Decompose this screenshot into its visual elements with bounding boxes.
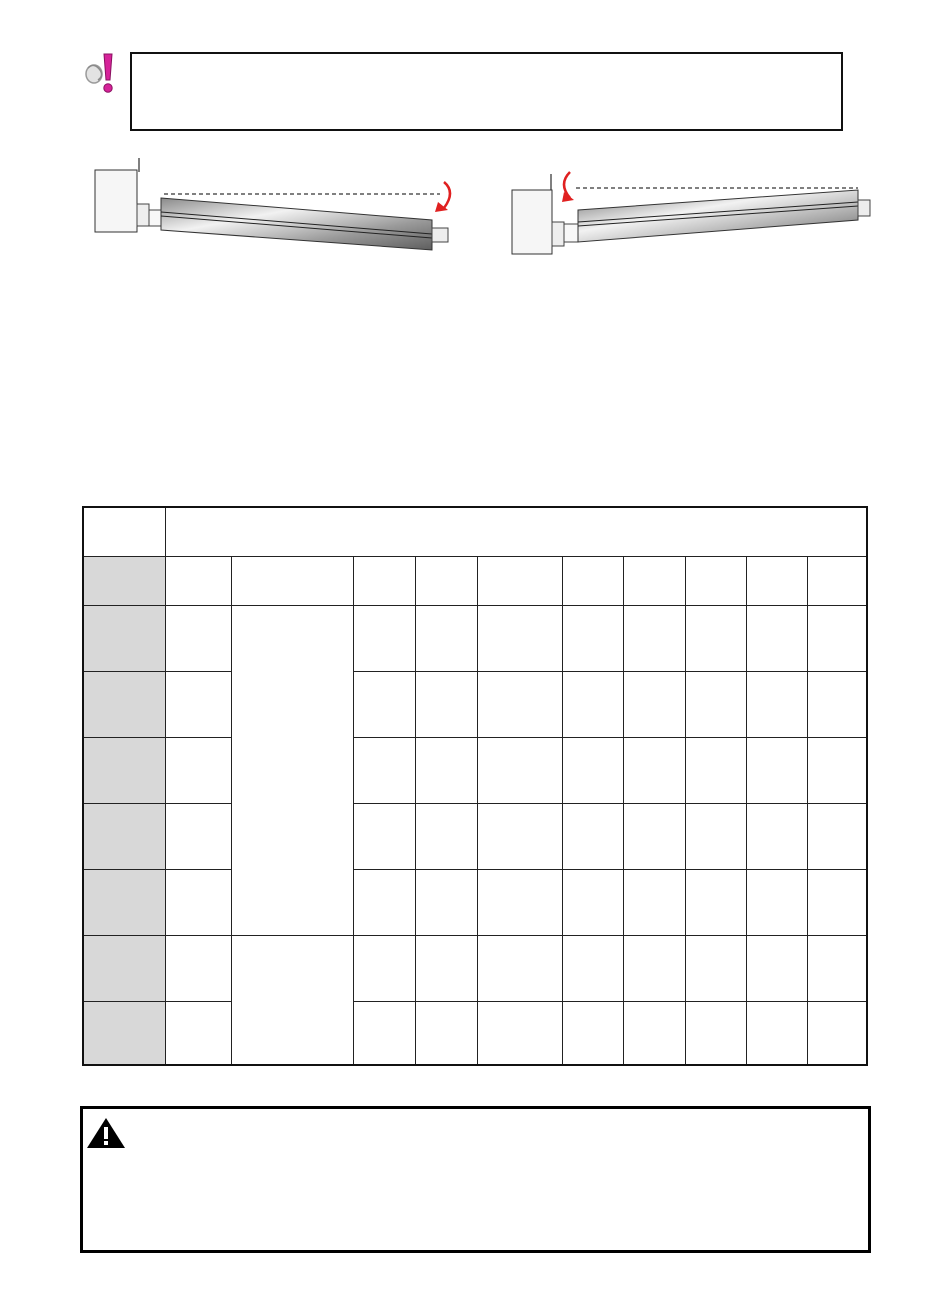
row-label-cell	[83, 869, 165, 935]
table-cell	[685, 803, 746, 869]
table-cell	[807, 556, 867, 605]
table-cell	[477, 671, 562, 737]
table-cell	[477, 1001, 562, 1065]
table-cell	[415, 869, 477, 935]
table-cell	[477, 935, 562, 1001]
table-row	[83, 935, 867, 1001]
table-cell	[477, 556, 562, 605]
table-cell	[623, 605, 685, 671]
row-label-cell	[83, 671, 165, 737]
table-cell	[746, 556, 807, 605]
table-header-row	[83, 507, 867, 556]
table-row	[83, 1001, 867, 1065]
table-cell	[562, 869, 623, 935]
table-cell	[746, 803, 807, 869]
table-cell	[562, 935, 623, 1001]
table-cell	[165, 869, 231, 935]
table-row	[83, 671, 867, 737]
table-cell	[231, 556, 353, 605]
table-cell	[353, 605, 415, 671]
table-cell	[807, 869, 867, 935]
table-cell	[746, 737, 807, 803]
table-cell	[562, 1001, 623, 1065]
table-cell	[685, 737, 746, 803]
table-cell	[477, 869, 562, 935]
row-label-cell	[83, 803, 165, 869]
row-label-cell	[83, 935, 165, 1001]
table-cell	[415, 1001, 477, 1065]
table-cell	[562, 737, 623, 803]
note-box	[130, 52, 843, 131]
table-cell	[165, 556, 231, 605]
table-cell	[685, 935, 746, 1001]
table-cell	[353, 737, 415, 803]
table-title-cell	[165, 507, 867, 556]
table-cell	[746, 935, 807, 1001]
table-row	[83, 803, 867, 869]
table-cell	[807, 935, 867, 1001]
table-cell	[415, 671, 477, 737]
warning-box	[80, 1106, 871, 1253]
table-cell	[746, 1001, 807, 1065]
table-cell	[415, 737, 477, 803]
table-cell	[746, 671, 807, 737]
table-row	[83, 605, 867, 671]
table-cell	[562, 671, 623, 737]
tilt-down-illustration	[92, 154, 462, 254]
table-cell	[353, 1001, 415, 1065]
table-cell	[685, 556, 746, 605]
table-cell	[562, 803, 623, 869]
merged-cell	[231, 935, 353, 1065]
table-cell	[623, 1001, 685, 1065]
row-label-cell	[83, 556, 165, 605]
table-cell	[353, 556, 415, 605]
table-cell	[165, 803, 231, 869]
table-cell	[807, 671, 867, 737]
table-cell	[807, 605, 867, 671]
exclamation-note-icon	[80, 50, 120, 96]
table-cell	[807, 803, 867, 869]
row-label-cell	[83, 1001, 165, 1065]
table-cell	[623, 869, 685, 935]
table-cell	[746, 869, 807, 935]
table-cell	[477, 803, 562, 869]
table-cell	[685, 869, 746, 935]
table-cell	[562, 556, 623, 605]
table-cell	[807, 737, 867, 803]
table-cell	[353, 803, 415, 869]
table-corner-cell	[83, 507, 165, 556]
table-cell	[562, 605, 623, 671]
merged-cell	[231, 605, 353, 935]
table-cell	[415, 556, 477, 605]
table-cell	[623, 556, 685, 605]
spec-table	[82, 506, 868, 1066]
table-row	[83, 737, 867, 803]
table-cell	[477, 737, 562, 803]
table-cell	[353, 935, 415, 1001]
table-cell	[415, 935, 477, 1001]
table-cell	[807, 1001, 867, 1065]
table-cell	[353, 671, 415, 737]
tilt-up-illustration	[508, 160, 878, 260]
table-cell	[623, 935, 685, 1001]
table-cell	[685, 671, 746, 737]
table-row	[83, 869, 867, 935]
table-cell	[165, 605, 231, 671]
table-cell	[165, 935, 231, 1001]
row-label-cell	[83, 605, 165, 671]
table-row	[83, 556, 867, 605]
table-cell	[685, 1001, 746, 1065]
row-label-cell	[83, 737, 165, 803]
warning-triangle-icon	[85, 1116, 127, 1150]
table-cell	[165, 671, 231, 737]
table-cell	[623, 671, 685, 737]
table-cell	[623, 737, 685, 803]
table-cell	[165, 1001, 231, 1065]
table-cell	[415, 605, 477, 671]
table-cell	[165, 737, 231, 803]
table-cell	[623, 803, 685, 869]
table-cell	[746, 605, 807, 671]
table-cell	[685, 605, 746, 671]
table-cell	[353, 869, 415, 935]
table-cell	[415, 803, 477, 869]
table-cell	[477, 605, 562, 671]
